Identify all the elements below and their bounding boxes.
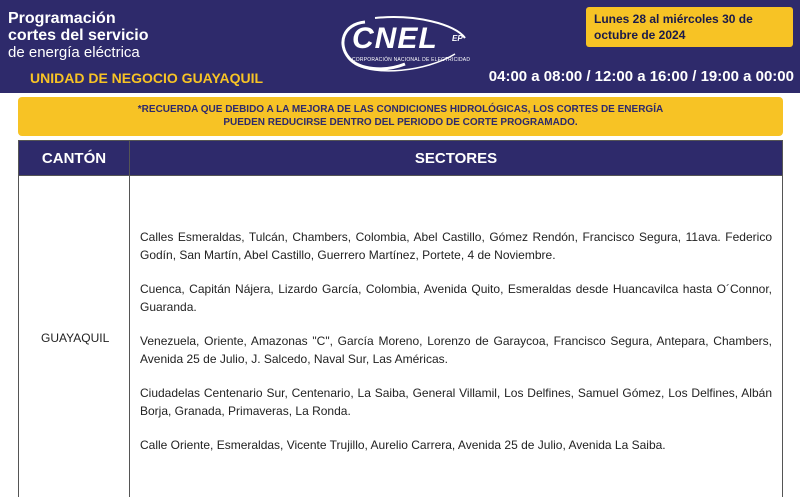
column-divider xyxy=(129,141,130,497)
header-banner xyxy=(0,0,800,93)
sector-item: Calle Oriente, Esmeraldas, Vicente Trujillo, Aurelio Carrera, Avenida 25 de Julio, Avenida La Saiba. xyxy=(140,438,666,452)
schedule-hours: 04:00 a 08:00 / 12:00 a 16:00 / 19:00 a 00:00 xyxy=(488,68,794,85)
logo-wordmark: CNEL xyxy=(352,22,438,55)
header-divider xyxy=(19,175,782,176)
sectors-cell xyxy=(140,229,772,472)
sector-item: Calles Esmeraldas, Tulcán, Chambers, Colombia, Abel Castillo, Gómez Rendón, Francisco Segura, 11ava. Federico Godín, San Martín, Abel Castillo, Guerrero Martínez, Portete, 4 de Noviembre. xyxy=(140,230,772,262)
outage-table xyxy=(18,140,783,497)
logo-ep: EP xyxy=(452,34,463,43)
notice-line-2: PUEDEN REDUCIRSE DENTRO DEL PERIODO DE CORTE PROGRAMADO. xyxy=(223,117,578,128)
title-line-2: cortes del servicio xyxy=(8,27,149,44)
sector-item: Venezuela, Oriente, Amazonas "C", García Moreno, Lorenzo de Garaycoa, Francisco Segura, Antepara, Chambers, Avenida 25 de Julio, J. Salcedo, Naval Sur, Las Américas. xyxy=(140,334,772,366)
column-header-canton: CANTÓN xyxy=(19,141,129,175)
sector-item: Ciudadelas Centenario Sur, Centenario, La Saiba, General Villamil, Los Delfines, Samuel Gómez, Los Delfines, Albán Borja, Granada, Primaveras, La Ronda. xyxy=(140,386,772,418)
column-header-sectores: SECTORES xyxy=(130,141,782,175)
canton-cell: GUAYAQUIL xyxy=(41,331,110,345)
notice-banner xyxy=(18,97,783,136)
title-line-1: Programación xyxy=(8,10,116,27)
date-range-badge: Lunes 28 al miércoles 30 de octubre de 2024 xyxy=(586,7,793,47)
notice-line-1: *RECUERDA QUE DEBIDO A LA MEJORA DE LAS CONDICIONES HIDROLÓGICAS, LOS CORTES DE ENERGÍA xyxy=(137,104,664,115)
logo-subtitle: CORPORACIÓN NACIONAL DE ELECTRICIDAD xyxy=(352,57,471,63)
program-title xyxy=(8,10,149,61)
sector-item: Cuenca, Capitán Nájera, Lizardo García, Colombia, Avenida Quito, Esmeraldas desde Huancavilca hasta O´Connor, Guaranda. xyxy=(140,282,772,314)
title-line-3: de energía eléctrica xyxy=(8,44,140,61)
business-unit-label: UNIDAD DE NEGOCIO GUAYAQUIL xyxy=(30,70,264,86)
